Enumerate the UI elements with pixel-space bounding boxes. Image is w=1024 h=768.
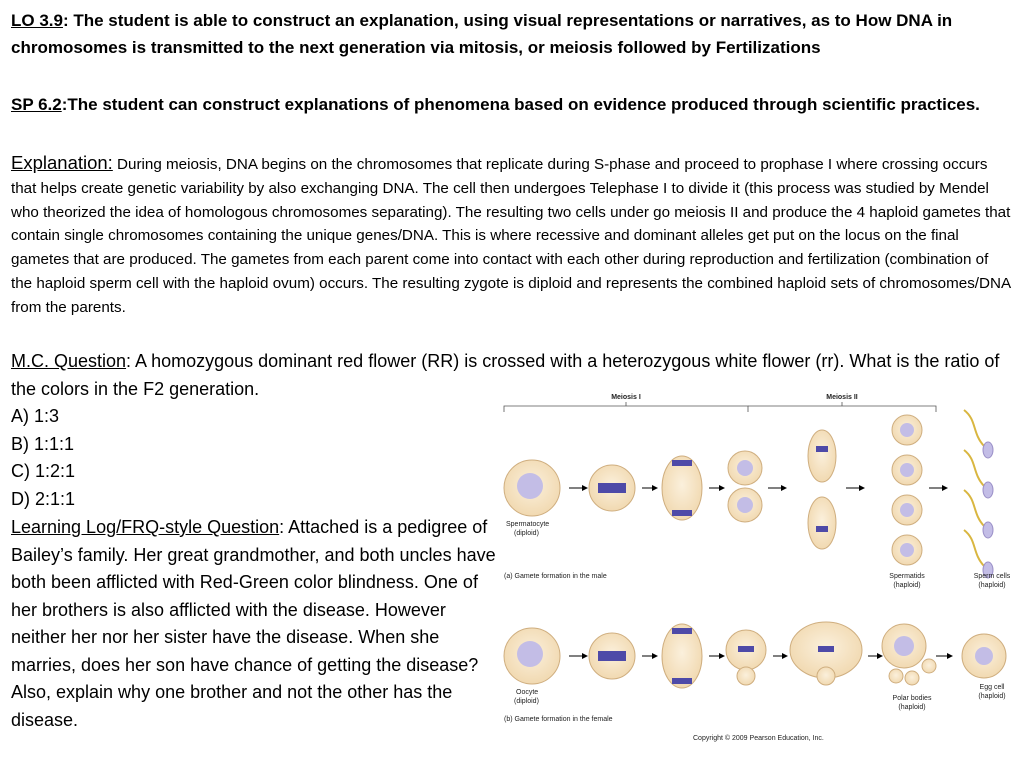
meiosis-ii-cell bbox=[808, 497, 836, 549]
meiosis-ii-cell bbox=[808, 430, 836, 482]
spermatids-label: Spermatids bbox=[889, 573, 925, 580]
gamete-formation-diagram bbox=[492, 388, 1024, 748]
egg-cell-ploidy: (haploid) bbox=[978, 693, 1006, 700]
sperm-head bbox=[983, 482, 993, 498]
option-a: A) 1:3 bbox=[11, 406, 60, 426]
caption-female: (b) Gamete formation in the female bbox=[504, 716, 613, 723]
mcq-label: M.C. Question bbox=[11, 351, 127, 371]
nucleus bbox=[517, 473, 543, 499]
polar-body bbox=[737, 667, 755, 685]
polar-body bbox=[905, 671, 919, 685]
sp-label: SP 6.2 bbox=[11, 95, 62, 114]
spermatocyte-label: Spermatocyte bbox=[506, 521, 550, 528]
oocyte-label: Oocyte bbox=[516, 689, 539, 696]
meiosis-brackets bbox=[504, 402, 936, 412]
sperm-head bbox=[983, 522, 993, 538]
lo-label: LO 3.9 bbox=[11, 11, 63, 30]
option-c: C) 1:2:1 bbox=[11, 461, 76, 481]
science-practice bbox=[11, 91, 1011, 118]
spermatocyte-ploidy: (diploid) bbox=[514, 530, 539, 537]
egg-cell-label: Egg cell bbox=[979, 684, 1005, 691]
answer-options bbox=[11, 403, 75, 513]
frq-label: Learning Log/FRQ-style Question bbox=[11, 517, 280, 537]
polar-bodies-ploidy: (haploid) bbox=[898, 704, 926, 711]
male-row bbox=[504, 410, 1011, 589]
caption-male: (a) Gamete formation in the male bbox=[504, 573, 607, 580]
chromosome bbox=[598, 483, 626, 493]
sperm-cells-ploidy: (haploid) bbox=[978, 582, 1006, 589]
learning-objective bbox=[11, 7, 1011, 61]
lo-text: : The student is able to construct an explanation, using visual representations or narratives, as to How DNA in chromosomes is transmitted to the next generation via mitosis, or meiosis followed by Fertilizations bbox=[11, 11, 953, 57]
explanation-paragraph bbox=[11, 151, 1013, 320]
explanation-label: Explanation: bbox=[11, 152, 113, 173]
oocyte-ploidy: (diploid) bbox=[514, 698, 539, 705]
copyright-label: Copyright © 2009 Pearson Education, Inc. bbox=[693, 735, 824, 742]
sp-text: :The student can construct explanations of phenomena based on evidence produced through scientific practices. bbox=[61, 95, 980, 114]
meiosis-i-label: Meiosis I bbox=[611, 394, 641, 401]
frq-question bbox=[11, 514, 499, 734]
spermatids-ploidy: (haploid) bbox=[893, 582, 921, 589]
diagram-svg bbox=[492, 388, 1024, 748]
frq-text: : Attached is a pedigree of Bailey’s family. Her great grandmother, and both uncles have both been afflicted with Red-Green color blindness. One of her brothers is also afflicted with the disease. However neither her nor her sister have the disease. When she marries, does her son have chance of getting the disease? Also, explain why one brother and not the other has the disease. bbox=[11, 517, 496, 730]
sperm-head bbox=[983, 442, 993, 458]
female-row bbox=[504, 622, 1006, 723]
meiosis-ii-label: Meiosis II bbox=[826, 394, 858, 401]
option-d: D) 2:1:1 bbox=[11, 488, 76, 509]
explanation-text: During meiosis, DNA begins on the chromosomes that replicate during S-phase and proceed to prophase I where crossing occurs that helps create genetic variability by also exchanging DNA. The cell then undergoes Telephase I to divide it (this process was studied by Mendel who theorized the idea of homologous chromosomes separating). The resulting two cells under go meiosis II and produce the 4 haploid gametes that contain single chromosomes containing the unique genes/DNA. This is where recessive and dominant alleles get put on the locus on the final gametes that are produced. The gametes from each parent come into contact with each other during reproduction and fertilization (combination of the haploid sperm cell with the haploid ovum) occurs. The resulting zygote is diploid and represents the combined haploid sets of chromosomes/DNA from the parents. bbox=[11, 156, 1011, 316]
sperm-cells bbox=[964, 410, 984, 566]
polar-bodies-label: Polar bodies bbox=[892, 695, 932, 702]
polar-body bbox=[889, 669, 903, 683]
polar-body bbox=[922, 659, 936, 673]
mcq-text: : A homozygous dominant red flower (RR) is crossed with a heterozygous white flower (rr). What is the ratio of the colors in the F2 generation. bbox=[11, 351, 1000, 399]
sperm-cells-label: Sperm cells bbox=[973, 573, 1011, 580]
option-b: B) 1:1:1 bbox=[11, 433, 75, 454]
